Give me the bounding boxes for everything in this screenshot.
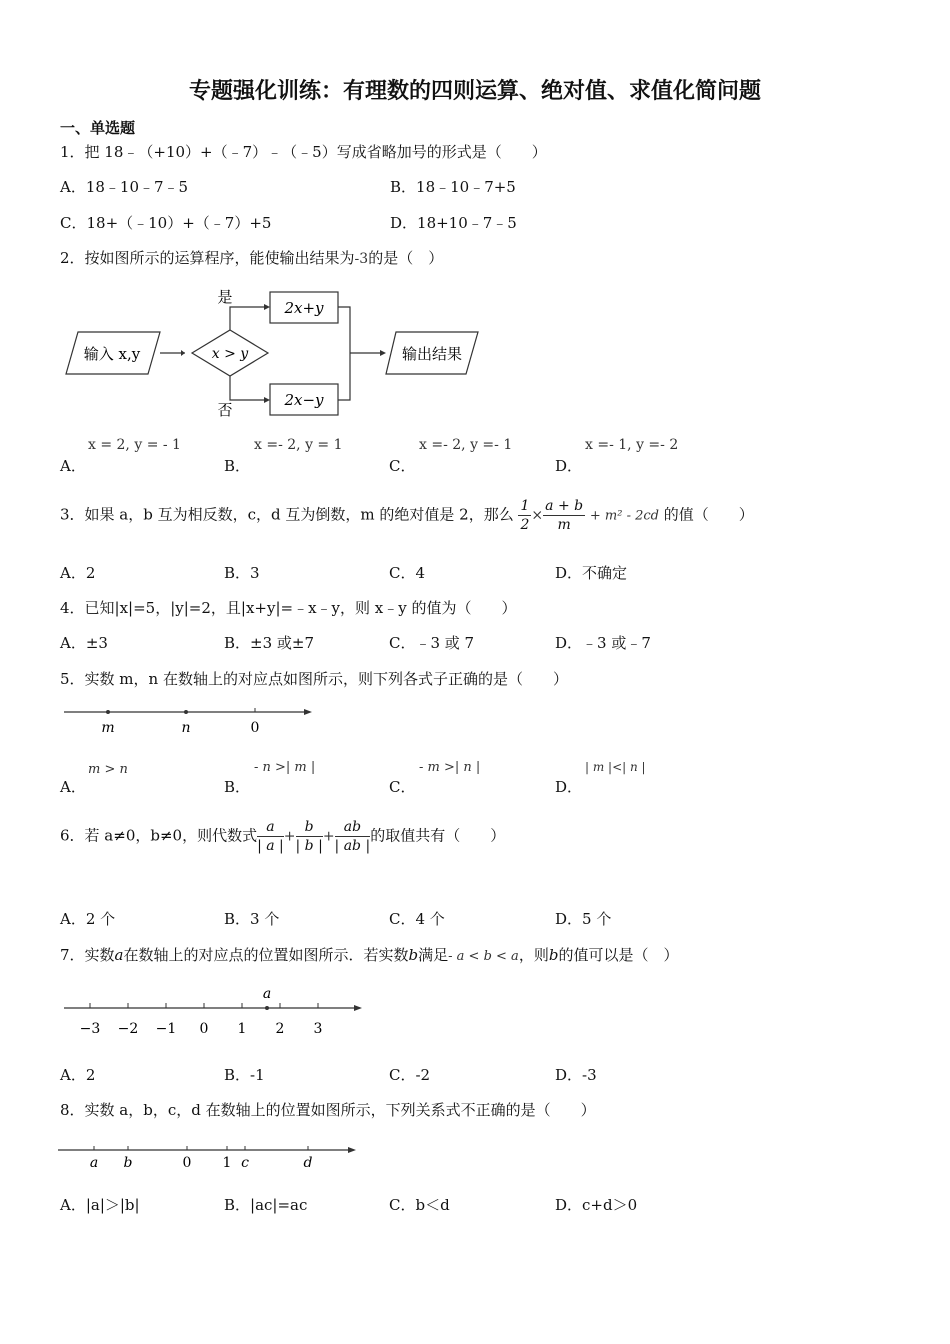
q8-number-line [56, 1136, 366, 1176]
q8-label-b: b [123, 1155, 133, 1171]
q7-stem-p5: 的值可以是（ ） [558, 946, 679, 964]
q7-ticks [90, 1003, 318, 1008]
q7-stem-p2: 在数轴上的对应点的位置如图所示．若实数 [123, 946, 409, 964]
q2-option-b: x =- 2, y = 1 [254, 437, 343, 453]
section-heading: 一、单选题 [60, 119, 136, 137]
q5-option-d-label: D． [555, 778, 583, 796]
q1-option-c: C．18+（﹣10）+（﹣7）+5 [60, 214, 272, 232]
q6-stem-after: 的取值共有（ ） [370, 826, 506, 845]
q5-option-c: - m >| n | [419, 760, 481, 775]
q5-label-m: m [101, 720, 115, 736]
q7-tick-neg3: −3 [79, 1021, 101, 1037]
q6-fraction-a: $\frac{a}{| a |}$ [257, 819, 284, 854]
q2-stem-after: 的是（ ） [368, 249, 444, 267]
q7-var-a: a [114, 946, 124, 964]
q6-stem-before: 6．若 a≠0，b≠0，则代数式 [60, 826, 258, 845]
q2-option-c-label: C． [389, 457, 416, 475]
q7-var-b-2: b [548, 946, 559, 964]
q3-stem-before: 3．如果 a，b 互为相反数，c，d 互为倒数，m 的绝对值是 2，那么 [60, 505, 514, 524]
q4-option-a: A．±3 [60, 634, 108, 652]
q7-tick-neg2: −2 [117, 1021, 139, 1037]
q7-var-b: b [408, 946, 419, 964]
question-5-stem: 5．实数 m，n 在数轴上的对应点如图所示，则下列各式子正确的是（ ） [60, 670, 568, 688]
q8-label-c: c [241, 1155, 249, 1171]
q2-option-a: x = 2, y = - 1 [88, 437, 181, 453]
q8-label-0: 0 [182, 1155, 192, 1171]
q4-option-d: D．﹣3 或﹣7 [555, 634, 651, 652]
question-2-stem [60, 247, 443, 268]
flow-no-label: 否 [217, 401, 233, 419]
q3-option-a: A．2 [60, 564, 96, 582]
q3-stem-after: 的值（ ） [663, 505, 754, 524]
q2-option-c: x =- 2, y =- 1 [419, 437, 513, 453]
q5-option-b-label: B． [224, 778, 251, 796]
question-4-stem: 4．已知|x|=5，|y|=2，且|x+y|=﹣x﹣y，则 x﹣y 的值为（ ） [60, 599, 517, 617]
question-8-stem: 8．实数 a，b，c，d 在数轴上的位置如图所示，下列关系式不正确的是（ ） [60, 1101, 596, 1119]
q7-number-line [60, 982, 370, 1038]
q5-label-n: n [181, 720, 191, 736]
q4-option-b: B．±3 或±7 [224, 634, 315, 652]
q1-option-d: D．18+10﹣7﹣5 [390, 214, 517, 232]
q5-option-c-label: C． [389, 778, 416, 796]
q1-option-b: B．18﹣10﹣7+5 [390, 178, 516, 196]
flowchart-diagram [60, 282, 490, 422]
q7-option-c: C．-2 [389, 1066, 431, 1084]
q2-option-d-label: D． [555, 457, 583, 475]
question-7-stem [60, 944, 678, 965]
q6-option-b: B．3 个 [224, 910, 280, 928]
q7-tick-3: 3 [313, 1021, 323, 1037]
q6-fraction-b: $\frac{b}{| b |}$ [295, 819, 323, 854]
q7-option-a: A．2 [60, 1066, 96, 1084]
flow-yes-box-label: 2x+y [284, 299, 324, 317]
q7-stem-p4: ，则 [518, 946, 549, 964]
q2-option-d: x =- 1, y =- 2 [585, 437, 679, 453]
q7-tick-neg1: −1 [155, 1021, 177, 1037]
q6-option-d: D．5 个 [555, 910, 612, 928]
q8-option-a: A．|a|＞|b| [60, 1196, 140, 1214]
q8-option-d: D．c+d＞0 [555, 1196, 638, 1214]
flow-input-label: 输入 x,y [83, 345, 141, 363]
question-1-stem: 1．把 18﹣（+10）+（﹣7）﹣（﹣5）写成省略加号的形式是（ ） [60, 143, 547, 161]
q3-option-c: C．4 [389, 564, 426, 582]
question-6-stem [60, 818, 505, 855]
q5-option-a-label: A． [60, 778, 86, 796]
q1-option-a: A．18﹣10﹣7﹣5 [60, 178, 189, 196]
q8-option-c: C．b＜d [389, 1196, 450, 1214]
page-title: 专题强化训练：有理数的四则运算、绝对值、求值化简问题 [188, 79, 761, 104]
q5-option-b: - n >| m | [254, 760, 316, 775]
q3-expression-tail: + m² - 2cd [589, 508, 659, 524]
q7-option-d: D．-3 [555, 1066, 597, 1084]
q7-stem-p1: 7．实数 [60, 946, 115, 964]
flow-yes-label: 是 [217, 288, 233, 306]
flow-no-box-label: 2x−y [284, 391, 324, 409]
q5-number-line [60, 700, 320, 740]
q5-option-a: m > n [88, 762, 128, 777]
q6-option-c: C．4 个 [389, 910, 445, 928]
q7-tick-0: 0 [199, 1021, 209, 1037]
q3-option-d: D．不确定 [555, 564, 628, 582]
q8-option-b: B．|ac|=ac [224, 1196, 308, 1214]
q5-option-d: | m |<| n | [585, 760, 646, 774]
q3-fraction-sum: $\frac{a + b}{m}$ [545, 498, 584, 533]
q6-plus-2: + [322, 828, 335, 845]
q7-point-a-label: a [262, 986, 272, 1002]
q3-option-b: B．3 [224, 564, 260, 582]
q6-fraction-ab: $\frac{ab}{| ab |}$ [334, 819, 371, 854]
question-3-stem [60, 497, 754, 534]
q6-option-a: A．2 个 [60, 910, 116, 928]
q3-fraction-half: $\frac{1}{2}$ [520, 498, 530, 533]
q2-stem-value: -3 [354, 251, 369, 267]
q6-plus-1: + [283, 828, 296, 845]
q4-option-c: C．﹣3 或 7 [389, 634, 475, 652]
q7-tick-1: 1 [237, 1021, 247, 1037]
q2-option-a-label: A． [60, 457, 86, 475]
q7-tick-2: 2 [275, 1021, 285, 1037]
flow-output-label: 输出结果 [401, 345, 463, 363]
q5-label-0: 0 [250, 720, 260, 736]
q7-option-b: B．-1 [224, 1066, 265, 1084]
q3-times: × [531, 507, 544, 524]
q8-label-d: d [303, 1155, 313, 1171]
q2-option-b-label: B． [224, 457, 251, 475]
flow-condition-label: x > y [211, 346, 249, 362]
q8-label-1: 1 [222, 1155, 232, 1171]
q8-label-a: a [89, 1155, 99, 1171]
q7-point-a [265, 1006, 269, 1010]
q7-stem-p3: 满足 [418, 946, 449, 964]
q7-inequality: - a < b < a [448, 949, 519, 964]
q2-stem-before: 2．按如图所示的运算程序，能使输出结果为 [60, 249, 355, 267]
